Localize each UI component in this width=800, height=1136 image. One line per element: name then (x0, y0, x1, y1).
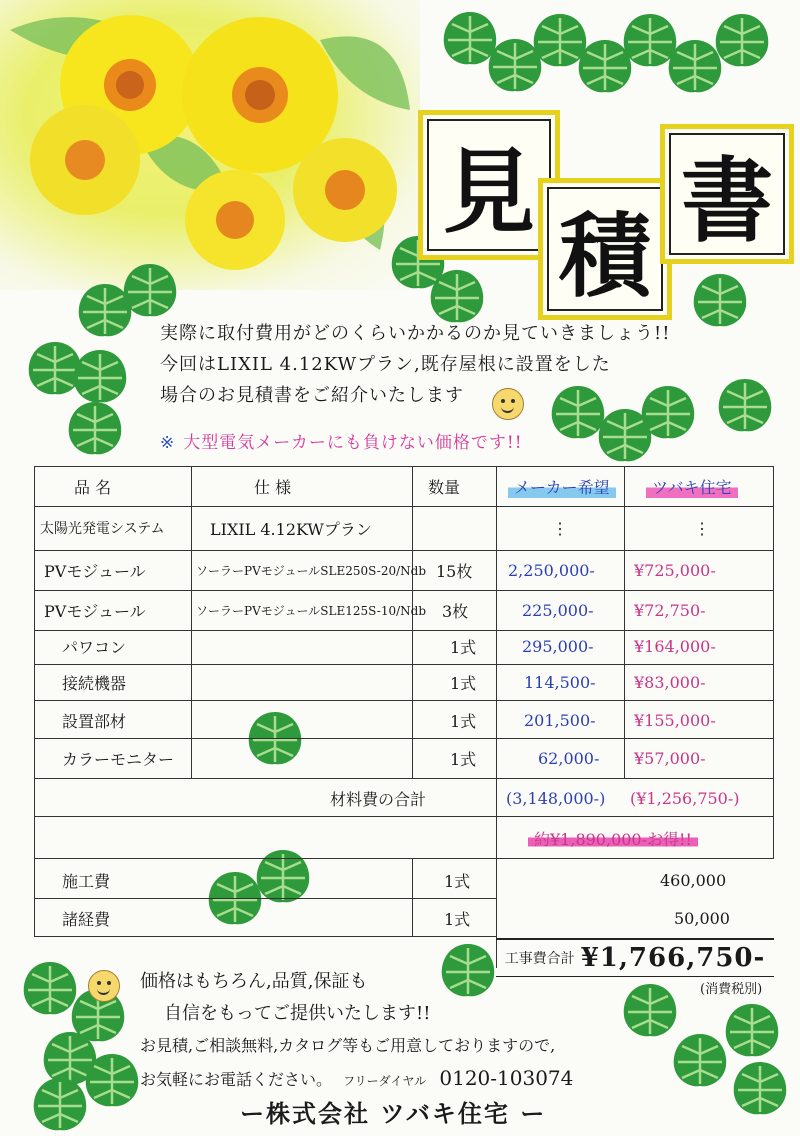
row-tsubaki: ¥72,750- (634, 600, 706, 620)
misc-qty: 1式 (444, 909, 471, 929)
row-name: 設置部材 (62, 711, 127, 731)
labor-amount: 460,000 (660, 870, 727, 890)
row-spec: ソーラーPVモジュールSLE125S-10/Ndb (196, 603, 427, 618)
table-rule (496, 466, 497, 968)
row-maker: 62,000- (538, 748, 600, 768)
company-name: ー株式会社 ツバキ住宅 ー (240, 1099, 547, 1128)
material-total-label: 材料費の合計 (330, 789, 427, 809)
row-maker: 114,500- (524, 672, 596, 692)
row-name: カラーモニター (62, 749, 175, 769)
row-name: PVモジュール (44, 601, 146, 621)
smiley-icon (492, 388, 524, 420)
table-rule (773, 466, 774, 858)
row-name: 太陽光発電システム (40, 521, 165, 537)
row-name: パワコン (62, 637, 127, 657)
table-rule (34, 590, 774, 591)
row-tsubaki: ¥155,000- (634, 710, 716, 730)
table-rule (34, 738, 774, 739)
header-qty: 数量 (428, 477, 461, 497)
title-char-2: 積 (538, 178, 672, 320)
row-tsubaki: ¥164,000- (634, 636, 716, 656)
table-rule (34, 550, 774, 551)
row-tsubaki: ¥57,000- (634, 748, 706, 768)
tax-note: (消費税別) (700, 982, 763, 997)
table-rule (34, 466, 774, 467)
price-notice: ※ 大型電気メーカーにも負けない価格です!! (160, 433, 523, 453)
footer-line-4: お気軽にお電話ください。 フリーダイヤル 0120-103074 (140, 1066, 574, 1090)
row-qty: 15枚 (436, 561, 473, 581)
estimate-table (34, 466, 774, 968)
table-rule (412, 858, 413, 936)
intro-line-2: 今回はLIXIL 4.12KWプラン,既存屋根に設置をした (160, 354, 611, 375)
row-spec: LIXIL 4.12KWプラン (210, 519, 372, 539)
header-name: 品 名 (74, 477, 112, 497)
intro-line-1: 実際に取付費用がどのくらいかかるのか見ていきましょう!! (160, 323, 671, 344)
table-rule (34, 816, 774, 817)
table-rule (34, 466, 35, 936)
table-rule (34, 506, 774, 507)
row-qty: 1式 (450, 637, 477, 657)
misc-name: 諸経費 (62, 909, 111, 929)
footer-line-2: 自信をもってご提供いたします!! (164, 1003, 431, 1024)
table-rule (624, 466, 625, 778)
row-tsubaki: ¥725,000- (634, 560, 716, 580)
row-spec: ソーラーPVモジュールSLE250S-20/Ndb (196, 563, 427, 578)
row-maker: ⋮ (552, 518, 568, 538)
header-maker: メーカー希望 (508, 468, 616, 504)
footer-line-3: お見積,ご相談無料,カタログ等もご用意しておりますので, (140, 1036, 556, 1055)
row-name: 接続機器 (62, 673, 127, 693)
table-rule (34, 778, 774, 779)
row-maker: 295,000- (522, 636, 594, 656)
footer-message (140, 966, 573, 1097)
material-total-maker: (3,148,000-) (506, 788, 606, 808)
table-rule (191, 466, 192, 778)
intro-line-3: 場合のお見積書をご紹介いたします (160, 385, 464, 406)
row-maker: 2,250,000- (508, 560, 595, 580)
title-char-1: 見 (418, 110, 560, 260)
labor-name: 施工費 (62, 871, 111, 891)
table-rule (34, 936, 496, 937)
header-tsubaki: ツバキ住宅 (646, 468, 738, 504)
row-qty: 1式 (450, 711, 477, 731)
total-value: ¥1,766,750- (580, 943, 766, 973)
header-spec: 仕 様 (254, 477, 292, 497)
smiley-icon (88, 970, 120, 1002)
savings-highlight: 約¥1,890,000-お得!! (528, 820, 698, 856)
row-tsubaki: ¥83,000- (634, 672, 706, 692)
row-name: PVモジュール (44, 561, 146, 581)
phone-number[interactable]: 0120-103074 (439, 1066, 574, 1090)
freedial-label: フリーダイヤル (343, 1074, 427, 1088)
row-qty: 1式 (450, 673, 477, 693)
intro-text (160, 318, 680, 411)
total-label: 工事費合計 (504, 951, 575, 967)
row-maker: 225,000- (522, 600, 594, 620)
table-rule (34, 858, 774, 859)
misc-amount: 50,000 (674, 908, 730, 928)
material-total-tsubaki: (¥1,256,750-) (630, 788, 740, 808)
table-rule (34, 700, 774, 701)
title-char-3: 書 (660, 124, 794, 264)
row-qty: 3枚 (442, 601, 469, 621)
labor-qty: 1式 (444, 871, 471, 891)
table-rule (34, 898, 496, 899)
row-maker: 201,500- (524, 710, 596, 730)
row-tsubaki: ⋮ (694, 518, 710, 538)
asterisk-mark: ※ (160, 433, 176, 453)
footer-line-1: 価格はもちろん,品質,保証も (140, 971, 368, 992)
row-qty: 1式 (450, 749, 477, 769)
